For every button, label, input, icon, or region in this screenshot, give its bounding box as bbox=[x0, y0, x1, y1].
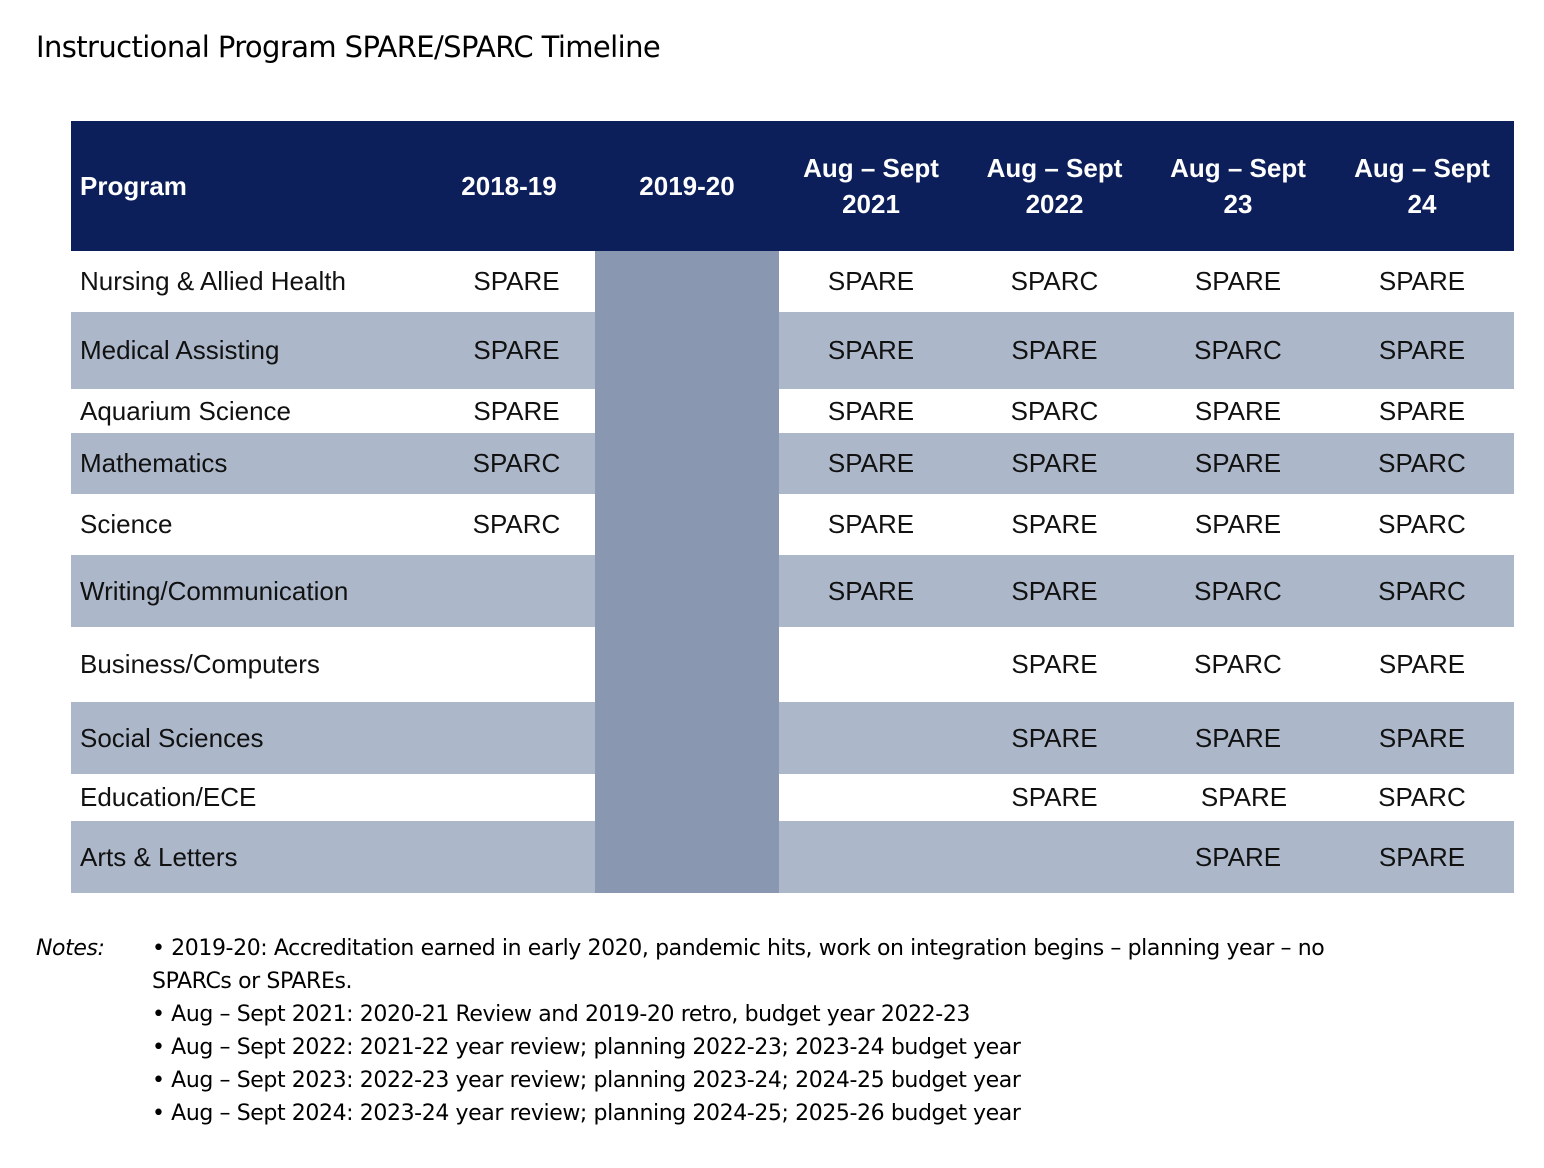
table-cell bbox=[595, 702, 779, 774]
note-item bbox=[152, 932, 1352, 998]
program-name: Arts & Letters bbox=[71, 821, 423, 893]
table-row bbox=[71, 389, 1514, 433]
table-cell: SPARE bbox=[963, 627, 1146, 702]
header-row bbox=[71, 121, 1514, 251]
notes-label: Notes: bbox=[36, 936, 105, 961]
notes-list bbox=[152, 932, 1352, 1130]
table-cell bbox=[779, 821, 963, 893]
note-line: • Aug – Sept 2024: 2023-24 year review; planning 2024-25; 2025-26 budget year bbox=[152, 1101, 1021, 1126]
table-cell: SPARE bbox=[779, 555, 963, 627]
table-row bbox=[71, 821, 1514, 893]
header-label: Program bbox=[80, 171, 187, 201]
table-cell: SPARC bbox=[1146, 555, 1330, 627]
table-cell: SPARE bbox=[423, 312, 595, 389]
header-2019-20 bbox=[595, 121, 779, 251]
table-cell bbox=[779, 702, 963, 774]
table-cell: SPARC bbox=[1330, 555, 1514, 627]
table-cell: SPARC bbox=[1330, 774, 1514, 821]
table-cell: SPARE bbox=[779, 251, 963, 312]
table-cell: SPARE bbox=[1330, 389, 1514, 433]
table-cell: SPARE bbox=[963, 494, 1146, 555]
header-label-line1: Aug – Sept bbox=[1354, 153, 1490, 183]
table-row bbox=[71, 702, 1514, 774]
program-name: Medical Assisting bbox=[71, 312, 423, 389]
note-line: • 2019-20: Accreditation earned in early 2020, pandemic hits, work on integration begins – planning year – no bbox=[152, 936, 1325, 961]
table-cell: SPARE bbox=[963, 702, 1146, 774]
table-cell: SPARE bbox=[1330, 251, 1514, 312]
table-cell: SPARE bbox=[1146, 821, 1330, 893]
note-line: • Aug – Sept 2022: 2021-22 year review; planning 2022-23; 2023-24 budget year bbox=[152, 1035, 1021, 1060]
table-row bbox=[71, 251, 1514, 312]
table-cell: SPARE bbox=[1330, 821, 1514, 893]
table-cell bbox=[963, 821, 1146, 893]
table-cell: SPARE bbox=[1146, 389, 1330, 433]
table-cell: SPARE bbox=[1146, 433, 1330, 494]
program-name: Science bbox=[71, 494, 423, 555]
table-cell: SPARE bbox=[1330, 702, 1514, 774]
table-cell bbox=[595, 774, 779, 821]
table-cell bbox=[595, 312, 779, 389]
header-label: 2018-19 bbox=[461, 171, 557, 201]
table-cell: SPARE bbox=[779, 494, 963, 555]
table-row bbox=[71, 312, 1514, 389]
table-cell: SPARC bbox=[1330, 433, 1514, 494]
table-cell bbox=[779, 774, 963, 821]
note-line: SPARCs or SPAREs. bbox=[152, 969, 353, 994]
header-label-line2: 24 bbox=[1407, 189, 1437, 219]
table-cell: SPARC bbox=[1146, 627, 1330, 702]
table-cell: SPARE bbox=[1146, 774, 1330, 821]
page-title: Instructional Program SPARE/SPARC Timeline bbox=[36, 30, 661, 64]
table-cell: SPARE bbox=[1146, 494, 1330, 555]
table-cell: SPARC bbox=[1330, 494, 1514, 555]
table-cell bbox=[779, 627, 963, 702]
header-label: 2019-20 bbox=[639, 171, 735, 201]
table-row bbox=[71, 627, 1514, 702]
table-cell bbox=[595, 251, 779, 312]
header-label-line2: 23 bbox=[1223, 189, 1253, 219]
header-label-line1: Aug – Sept bbox=[986, 153, 1123, 183]
header-label-line1: Aug – Sept bbox=[803, 153, 939, 183]
table-cell bbox=[595, 821, 779, 893]
note-line: • Aug – Sept 2021: 2020-21 Review and 2019-20 retro, budget year 2022-23 bbox=[152, 1002, 971, 1027]
table-cell bbox=[595, 555, 779, 627]
table-cell: SPARE bbox=[963, 433, 1146, 494]
header-aug-sept-24 bbox=[1330, 121, 1514, 251]
table-cell: SPARC bbox=[1146, 312, 1330, 389]
header-label-line2: 2021 bbox=[842, 189, 900, 219]
note-item bbox=[152, 1031, 1352, 1064]
table-cell: SPARE bbox=[423, 251, 595, 312]
program-name: Aquarium Science bbox=[71, 389, 423, 433]
table-cell bbox=[423, 821, 595, 893]
note-item bbox=[152, 1097, 1352, 1130]
table-cell bbox=[595, 433, 779, 494]
program-name: Mathematics bbox=[71, 433, 423, 494]
table-cell: SPARE bbox=[963, 555, 1146, 627]
table-cell: SPARE bbox=[1330, 627, 1514, 702]
table-cell: SPARE bbox=[779, 433, 963, 494]
header-label-line1: Aug – Sept bbox=[1170, 153, 1306, 183]
note-item bbox=[152, 1064, 1352, 1097]
table-row bbox=[71, 494, 1514, 555]
table-cell bbox=[423, 555, 595, 627]
header-aug-sept-2021 bbox=[779, 121, 963, 251]
table-row bbox=[71, 555, 1514, 627]
program-name: Education/ECE bbox=[71, 774, 423, 821]
header-label-line2: 2022 bbox=[1025, 189, 1084, 219]
table-cell: SPARE bbox=[779, 312, 963, 389]
header-2018-19 bbox=[423, 121, 595, 251]
table-cell bbox=[423, 627, 595, 702]
table-row bbox=[71, 433, 1514, 494]
table-cell: SPARC bbox=[423, 494, 595, 555]
table-cell: SPARC bbox=[963, 389, 1146, 433]
table-cell: SPARC bbox=[963, 251, 1146, 312]
table-cell: SPARE bbox=[1146, 251, 1330, 312]
table-cell bbox=[423, 774, 595, 821]
table-row bbox=[71, 774, 1514, 821]
table-cell: SPARE bbox=[779, 389, 963, 433]
header-aug-sept-2022 bbox=[963, 121, 1146, 251]
table-cell bbox=[423, 702, 595, 774]
program-name: Social Sciences bbox=[71, 702, 423, 774]
timeline-table bbox=[71, 121, 1514, 893]
header-aug-sept-23 bbox=[1146, 121, 1330, 251]
header-program bbox=[71, 121, 423, 251]
program-name: Nursing & Allied Health bbox=[71, 251, 423, 312]
table-cell bbox=[595, 494, 779, 555]
note-line: • Aug – Sept 2023: 2022-23 year review; planning 2023-24; 2024-25 budget year bbox=[152, 1068, 1021, 1093]
table-cell bbox=[595, 389, 779, 433]
note-item bbox=[152, 998, 1352, 1031]
program-name: Business/Computers bbox=[71, 627, 423, 702]
table-cell: SPARE bbox=[423, 389, 595, 433]
table-cell: SPARC bbox=[423, 433, 595, 494]
table-cell: SPARE bbox=[963, 774, 1146, 821]
table-cell: SPARE bbox=[963, 312, 1146, 389]
program-name: Writing/Communication bbox=[71, 555, 423, 627]
table-cell: SPARE bbox=[1146, 702, 1330, 774]
table-cell: SPARE bbox=[1330, 312, 1514, 389]
table-cell bbox=[595, 627, 779, 702]
